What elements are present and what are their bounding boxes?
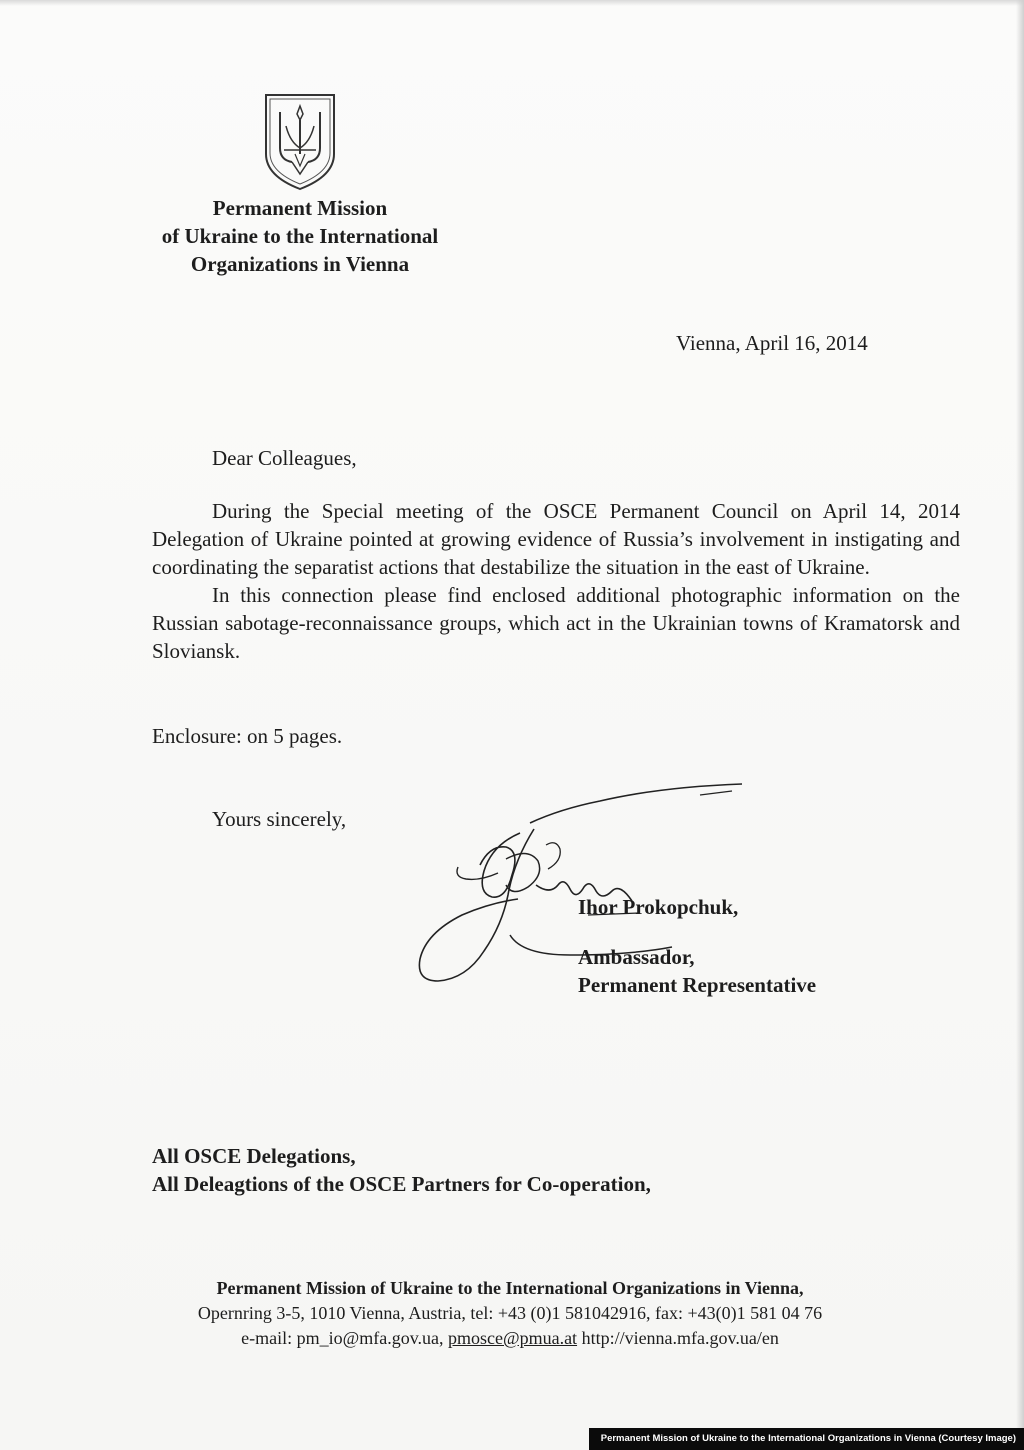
letterhead-line-3: Organizations in Vienna	[190, 252, 410, 276]
letterhead-line-1: Permanent Mission	[212, 196, 388, 220]
footer-address: Opernring 3-5, 1010 Vienna, Austria, tel: +43 (0)1 581042916, fax: +43(0)1 581 04 76	[197, 1303, 823, 1323]
signatory-block	[578, 893, 816, 999]
recipient-line-2: All Deleagtions of the OSCE Partners for Co-operation,	[152, 1172, 651, 1196]
recipient-line-1: All OSCE Delegations,	[152, 1144, 356, 1168]
signatory-name: Ihor Prokopchuk,	[578, 895, 739, 919]
footer-email-prefix: e-mail: pm_io@mfa.gov.ua,	[241, 1328, 444, 1348]
body-paragraph-1: During the Special meeting of the OSCE Permanent Council on April 14, 2014 Delegation of Ukraine pointed at growing evidence of Russia’s involvement in instigating and coordinating the separatist actions that destabilize the situation in the east of Ukraine.	[152, 499, 960, 579]
letterhead-line-2: of Ukraine to the International	[161, 224, 439, 248]
body-paragraph-2: In this connection please find enclosed additional photographic information on the Russian sabotage-reconnaissance groups, which act in the Ukrainian towns of Kramatorsk and Sloviansk.	[152, 583, 960, 663]
signatory-title-2: Permanent Representative	[578, 973, 817, 997]
trident-coat-of-arms-icon	[262, 92, 338, 192]
letter-footer	[140, 1276, 880, 1351]
recipients-block	[152, 1142, 651, 1198]
mission-letterhead	[130, 194, 470, 278]
footer-website[interactable]: http://vienna.mfa.gov.ua/en	[581, 1328, 779, 1348]
enclosure-note: Enclosure: on 5 pages.	[152, 724, 343, 748]
footer-title: Permanent Mission of Ukraine to the International Organizations in Vienna,	[216, 1278, 804, 1298]
scan-edge-top	[0, 0, 1024, 6]
footer-contacts	[140, 1326, 880, 1351]
salutation: Dear Colleagues,	[212, 446, 357, 470]
letter-date: Vienna, April 16, 2014	[676, 331, 868, 355]
footer-email-link[interactable]: pmosce@pmua.at	[448, 1328, 578, 1348]
signatory-title-1: Ambassador,	[578, 945, 695, 969]
letter-body	[152, 497, 960, 665]
image-credit-caption: Permanent Mission of Ukraine to the International Organizations in Vienna (Courtesy Image)	[589, 1428, 1024, 1450]
closing: Yours sincerely,	[212, 807, 347, 831]
scan-edge-right	[1016, 0, 1024, 1450]
